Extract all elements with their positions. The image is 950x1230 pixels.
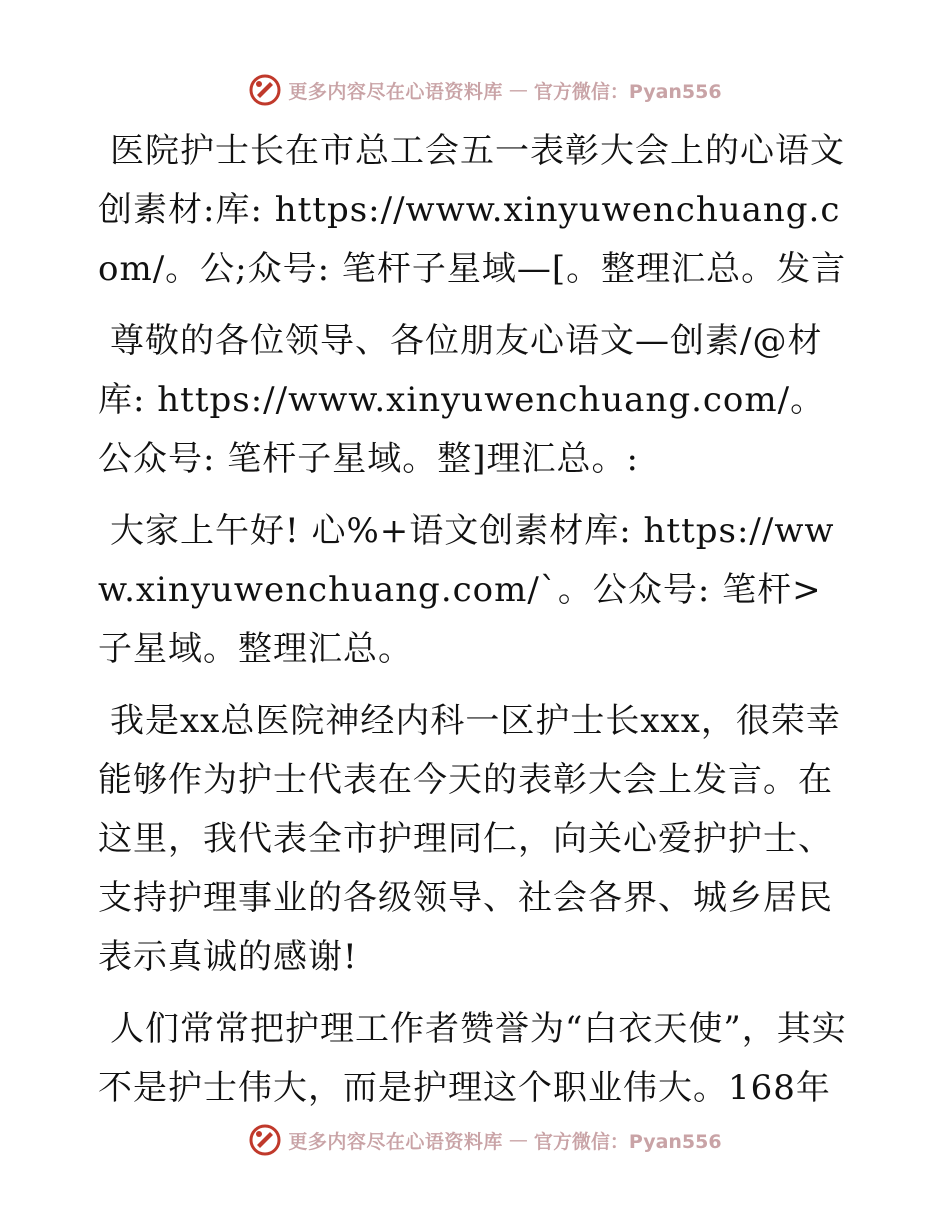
header-wechat-text: 官方微信：Pyan556 (533, 80, 722, 103)
header-brand-text: 更多内容尽在心语资料库 (288, 80, 503, 103)
footer-wechat-text: 官方微信：Pyan556 (533, 1130, 722, 1153)
document-body (98, 122, 850, 1131)
paragraph-title: 医院护士长在市总工会五一表彰大会上的心语文创素材:库: https://www.xinyuwenchuang.com/。公;众号: 笔杆子星域—[。整理汇总。发言 (98, 131, 847, 289)
footer-banner (0, 1120, 950, 1160)
header-banner-inner (228, 73, 721, 107)
header-banner (0, 70, 950, 110)
paragraph-introduction: 我是xx总医院神经内科一区护士长xxx，很荣幸能够作为护士代表在今天的表彰大会上发言。在这里，我代表全市护理同仁，向关心爱护护士、支持护理事业的各级领导、社会各界、城乡居民表示真诚的感谢! (98, 701, 841, 977)
footer-separator: — (508, 1129, 528, 1151)
header-separator: — (508, 79, 528, 101)
footer-brand-text: 更多内容尽在心语资料库 (288, 1130, 503, 1153)
paragraph-body: 人们常常把护理工作者赞誉为“白衣天使”，其实不是护士伟大，而是护理这个职业伟大。168年 (98, 1009, 847, 1108)
brand-logo-icon (248, 1123, 282, 1157)
footer-banner-inner (228, 1123, 721, 1157)
paragraph-greeting: 大家上午好! 心%+语文创素材库: https://www.xinyuwenchuang.com/`。公众号: 笔杆>子星域。整理汇总。 (98, 511, 835, 669)
brand-logo-icon (248, 73, 282, 107)
paragraph-salutation: 尊敬的各位领导、各位朋友心语文—创素/@材库: https://www.xinyuwenchuang.com/。公众号: 笔杆子星域。整]理汇总。: (98, 321, 826, 479)
